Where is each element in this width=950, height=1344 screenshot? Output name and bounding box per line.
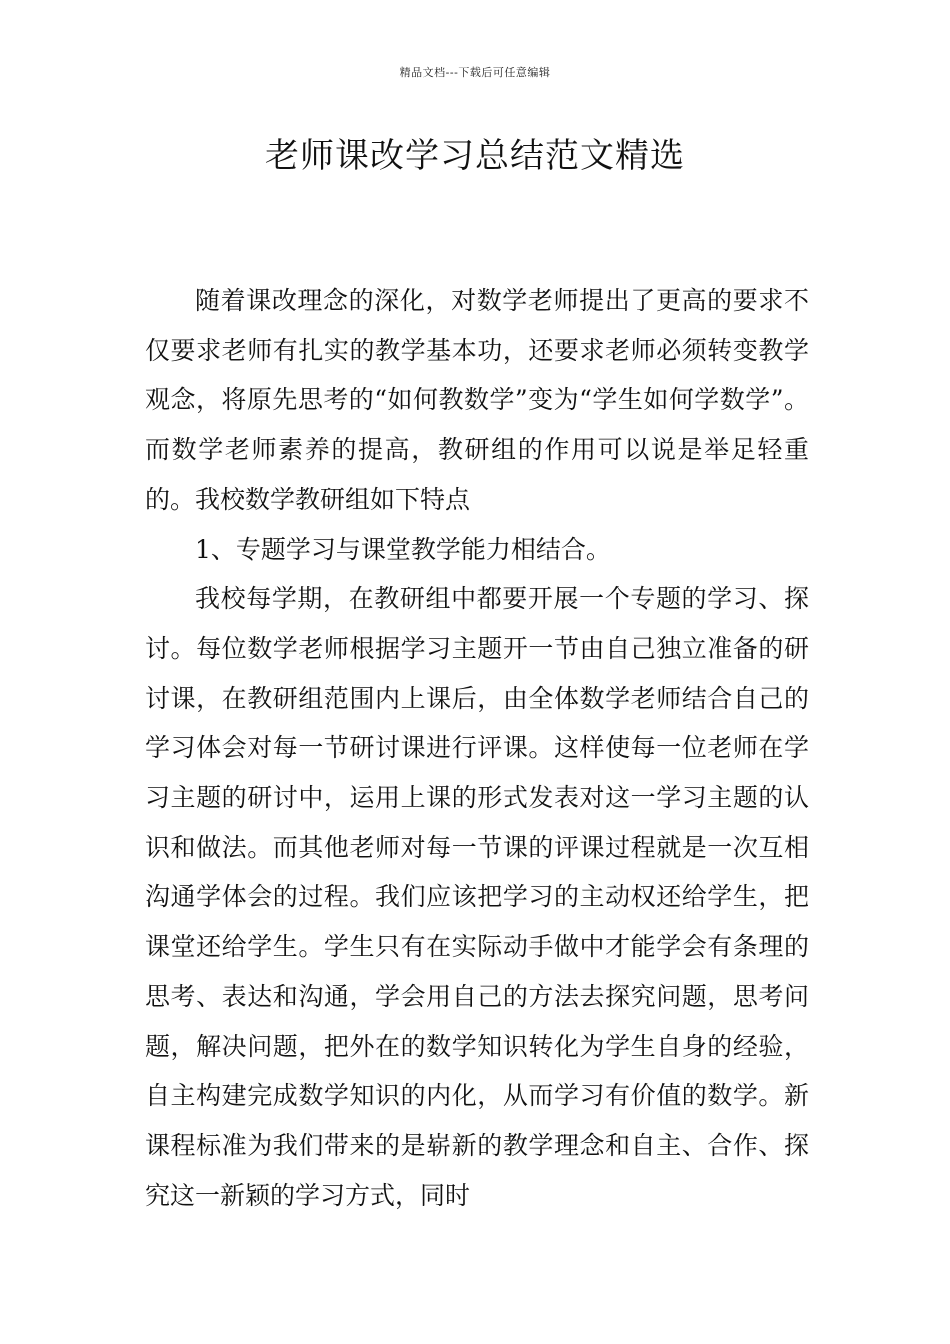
paragraph: 我校每学期，在教研组中都要开展一个专题的学习、探讨。每位数学老师根据学习主题开一节由自己独立准备的研讨课，在教研组范围内上课后，由全体数学老师结合自己的学习体会对每一节研讨课进行评课。这样使每一位老师在学习主题的研讨中，运用上课的形式发表对这一学习主题的认识和做法。而其他老师对每一节课的评课过程就是一次互相沟通学体会的过程。我们应该把学习的主动权还给学生，把课堂还给学生。学生只有在实际动手做中才能学会有条理的思考、表达和沟通，学会用自己的方法去探究问题，思考问题，解决问题，把外在的数学知识转化为学生自身的经验，自主构建完成数学知识的内化，从而学习有价值的数学。新课程标准为我们带来的是崭新的教学理念和自主、合作、探究这一新颖的学习方式，同时 (145, 584, 809, 1210)
paragraph: 随着课改理念的深化，对数学老师提出了更高的要求不仅要求老师有扎实的教学基本功，还要求老师必须转变教学观念，将原先思考的“如何教数学”变为“学生如何学数学”。而数学老师素养的提高，教研组的作用可以说是举足轻重的。我校数学教研组如下特点 (145, 286, 809, 514)
header-note: 精品文档---下载后可任意编辑 (399, 66, 551, 79)
paragraph: 1、专题学习与课堂教学能力相结合。 (195, 534, 611, 564)
document-title: 老师课改学习总结范文精选 (265, 136, 685, 176)
document-body (145, 276, 809, 1220)
